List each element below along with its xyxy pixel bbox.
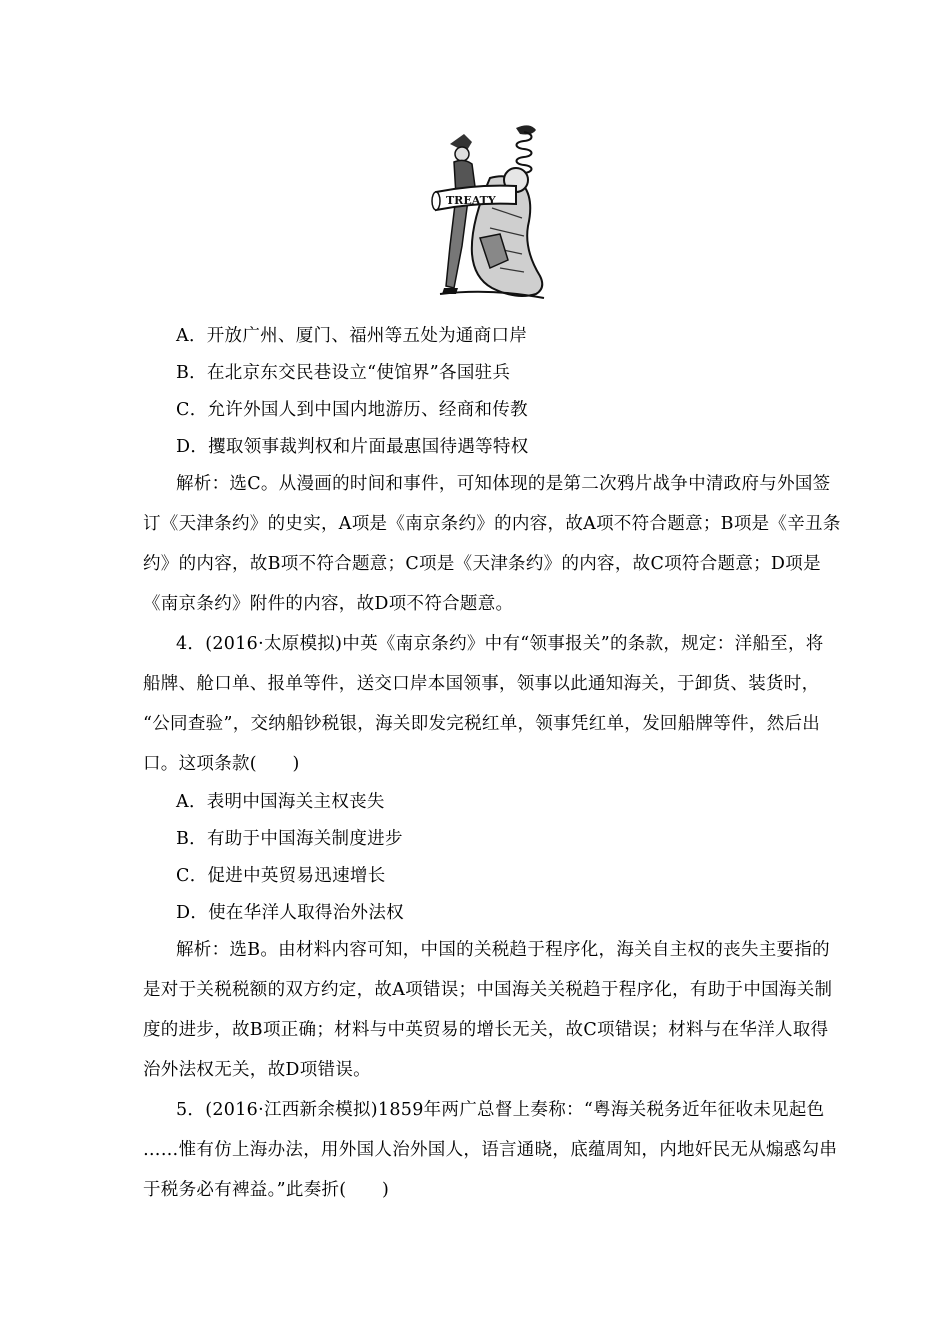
q5-stem-line-3: 于税务必有裨益。”此奏折( ) [143, 1180, 390, 1200]
q4-analysis-line-1: 解析：选B。由材料内容可知，中国的关税趋于程序化，海关自主权的丧失主要指的 [176, 940, 830, 960]
q4-stem-line-2: 船牌、舱口单、报单等件，送交口岸本国领事，领事以此通知海关，于卸货、装货时， [143, 674, 820, 694]
q5-stem-line-2: ……惟有仿上海办法，用外国人治外国人，语言通晓，底蕴周知，内地奸民无从煽惑勾串 [143, 1140, 838, 1160]
q3-option-b: B．在北京东交民巷设立“使馆界”各国驻兵 [176, 363, 511, 383]
treaty-cartoon-illustration [420, 118, 550, 308]
q3-analysis-line-4: 《南京条约》附件的内容，故D项不符合题意。 [143, 594, 514, 614]
q4-stem-line-1: 4．(2016·太原模拟)中英《南京条约》中有“领事报关”的条款，规定：洋船至，将 [176, 634, 824, 654]
q4-stem-line-3: “公同查验”，交纳船钞税银，海关即发完税红单，领事凭红单，发回船牌等件，然后出 [143, 714, 821, 734]
q3-analysis-line-2: 订《天津条约》的史实，A项是《南京条约》的内容，故A项不符合题意；B项是《辛丑条 [143, 514, 841, 534]
q5-stem-line-1: 5．(2016·江西新余模拟)1859年两广总督上奏称：“粤海关税务近年征收未见起色 [176, 1100, 825, 1120]
q4-option-a: A．表明中国海关主权丧失 [176, 792, 385, 812]
q3-option-c: C．允许外国人到中国内地游历、经商和传教 [176, 400, 528, 420]
q3-analysis-line-3: 约》的内容，故B项不符合题意；C项是《天津条约》的内容，故C项符合题意；D项是 [143, 554, 821, 574]
q3-analysis-line-1: 解析：选C。从漫画的时间和事件，可知体现的是第二次鸦片战争中清政府与外国签 [176, 474, 831, 494]
q4-analysis-line-3: 度的进步，故B项正确；材料与中英贸易的增长无关，故C项错误；材料与在华洋人取得 [143, 1020, 829, 1040]
q3-option-a: A．开放广州、厦门、福州等五处为通商口岸 [176, 326, 528, 346]
q4-option-c: C．促进中英贸易迅速增长 [176, 866, 386, 886]
q4-stem-line-4: 口。这项条款( ) [143, 754, 300, 774]
treaty-scroll-label: TREATY [446, 194, 496, 207]
q3-option-d: D．攫取领事裁判权和片面最惠国待遇等特权 [176, 437, 529, 457]
q4-analysis-line-2: 是对于关税税额的双方约定，故A项错误；中国海关关税趋于程序化，有助于中国海关制 [143, 980, 833, 1000]
q4-option-d: D．使在华洋人取得治外法权 [176, 903, 404, 923]
q4-option-b: B．有助于中国海关制度进步 [176, 829, 403, 849]
q4-analysis-line-4: 治外法权无关，故D项错误。 [143, 1060, 371, 1080]
